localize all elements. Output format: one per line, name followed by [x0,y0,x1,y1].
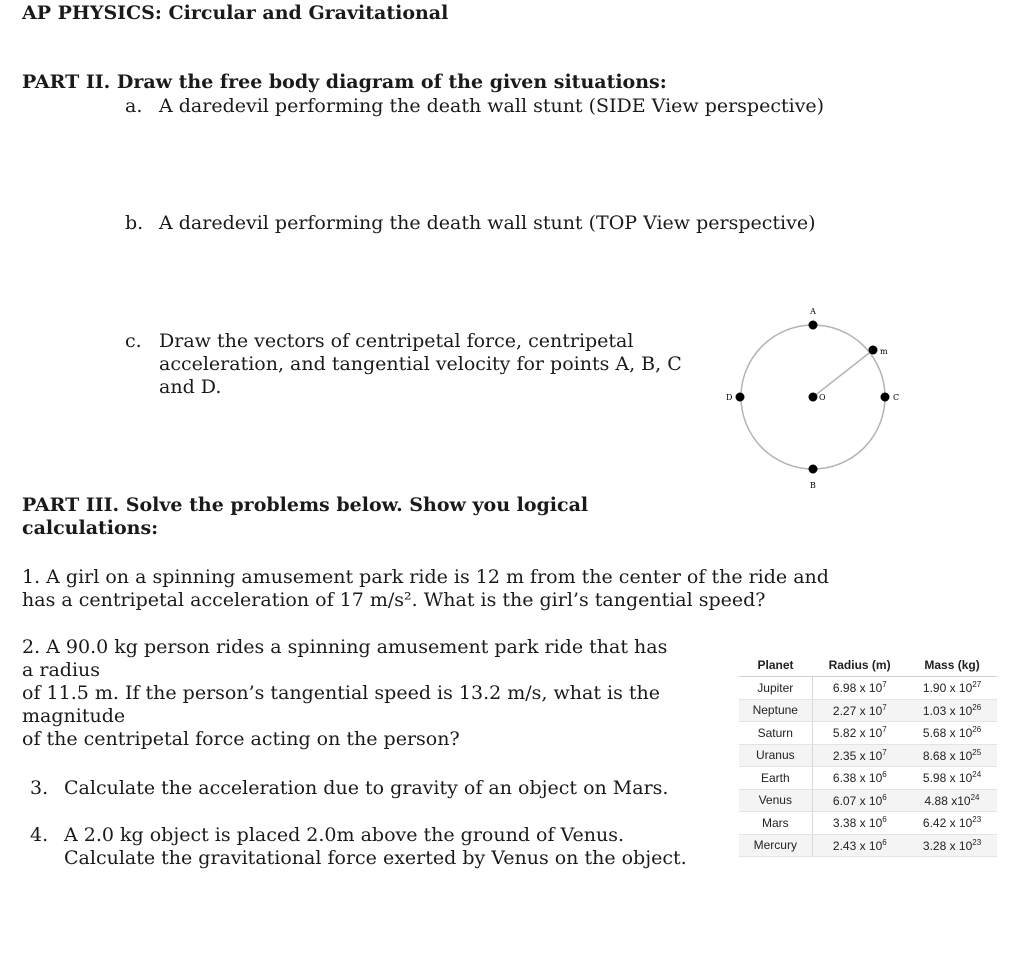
problem-2-line-3: of 11.5 m. If the person’s tangential speed is 13.2 m/s, what is the [22,682,660,704]
item-b-text: A daredevil performing the death wall stunt (TOP View perspective) [159,212,816,234]
cell-radius: 3.38 x $10^6$ [812,812,907,835]
cell-mass: 5.98 x $10^{24}$ [907,767,997,790]
cell-mass: 3.28 x $10^{23}$ [907,834,997,857]
cell-radius: 6.98 x $10^7$ [812,677,907,700]
cell-mass: 4.88 $x10^{24}$ [907,789,997,812]
problem-2 [22,636,667,751]
radius-line [813,350,873,397]
point-a [809,321,818,330]
cell-mass: 8.68 x $10^{25}$ [907,744,997,767]
table-row [739,834,997,857]
planet-table [739,654,997,857]
cell-radius: 2.27 x $10^7$ [812,699,907,722]
table-row [739,812,997,835]
cell-mass: 6.42 x $10^{23}$ [907,812,997,835]
point-m [869,346,878,355]
cell-planet: Mars [739,812,812,835]
point-o [809,393,818,402]
cell-radius: 6.07 x $10^6$ [812,789,907,812]
header-planet: Planet [739,654,812,677]
problem-2-line-5: of the centripetal force acting on the person? [22,728,460,750]
item-a-text: A daredevil performing the death wall stunt (SIDE View perspective) [159,95,825,117]
cell-planet: Mercury [739,834,812,857]
part3-heading-line-1: PART III. Solve the problems below. Show you logical [22,494,589,516]
problem-2-line-1: 2. A 90.0 kg person rides a spinning amusement park ride that has [22,636,668,658]
cell-radius: 2.43 x $10^6$ [812,834,907,857]
point-d [736,393,745,402]
problem-4-line-1: A 2.0 kg object is placed 2.0m above the ground of Venus. [64,824,625,846]
table-header-row [739,654,997,677]
part2-item-b [125,212,816,235]
part2-heading: PART II. Draw the free body diagram of the given situations: [22,71,667,93]
point-c [881,393,890,402]
table-row [739,767,997,790]
item-c-line-2: acceleration, and tangential velocity for points A, B, C [159,353,682,375]
label-c: C [893,393,900,402]
label-o: O [819,393,826,402]
header-mass: Mass (kg) [907,654,997,677]
cell-mass: 5.68 x $10^{26}$ [907,722,997,745]
item-c-label: c. [125,330,142,352]
item-b-label: b. [125,212,144,234]
problem-1-line-2: has a centripetal acceleration of 17 m/s². What is the girl’s tangential speed? [22,589,766,611]
cell-mass: 1.90 x $10^{27}$ [907,677,997,700]
problem-1 [22,566,829,612]
table-row [739,699,997,722]
cell-radius: 6.38 x $10^6$ [812,767,907,790]
problem-3 [30,777,668,800]
problem-2-line-4: magnitude [22,705,126,727]
problem-3-text: Calculate the acceleration due to gravity of an object on Mars. [64,777,669,799]
header-radius: Radius (m) [812,654,907,677]
cell-planet: Uranus [739,744,812,767]
label-b: B [810,481,816,490]
label-m: m [880,347,888,356]
part3-heading [22,494,588,540]
part3-heading-line-2: calculations: [22,517,159,539]
table-row [739,722,997,745]
problem-2-line-2: a radius [22,659,101,681]
label-d: D [726,393,733,402]
item-c-line-1: Draw the vectors of centripetal force, centripetal [159,330,634,352]
cell-radius: 2.35 x $10^7$ [812,744,907,767]
problem-4-label: 4. [30,824,49,846]
cell-planet: Venus [739,789,812,812]
problem-4-line-2: Calculate the gravitational force exerted by Venus on the object. [64,847,687,869]
label-a: A [810,307,816,316]
item-c-line-3: and D. [159,376,222,398]
problem-1-line-1: 1. A girl on a spinning amusement park ride is 12 m from the center of the ride and [22,566,829,588]
circular-motion-diagram [720,300,910,495]
problem-4 [30,824,687,870]
page-title: AP PHYSICS: Circular and Gravitational [22,2,449,24]
cell-mass: 1.03 x $10^{26}$ [907,699,997,722]
table-row [739,744,997,767]
cell-radius: 5.82 x $10^7$ [812,722,907,745]
table-row [739,789,997,812]
cell-planet: Earth [739,767,812,790]
point-b [809,465,818,474]
cell-planet: Jupiter [739,677,812,700]
problem-3-label: 3. [30,777,49,799]
item-a-label: a. [125,95,143,117]
cell-planet: Neptune [739,699,812,722]
part2-item-c [125,330,682,399]
part2-item-a [125,95,824,118]
cell-planet: Saturn [739,722,812,745]
table-row [739,677,997,700]
